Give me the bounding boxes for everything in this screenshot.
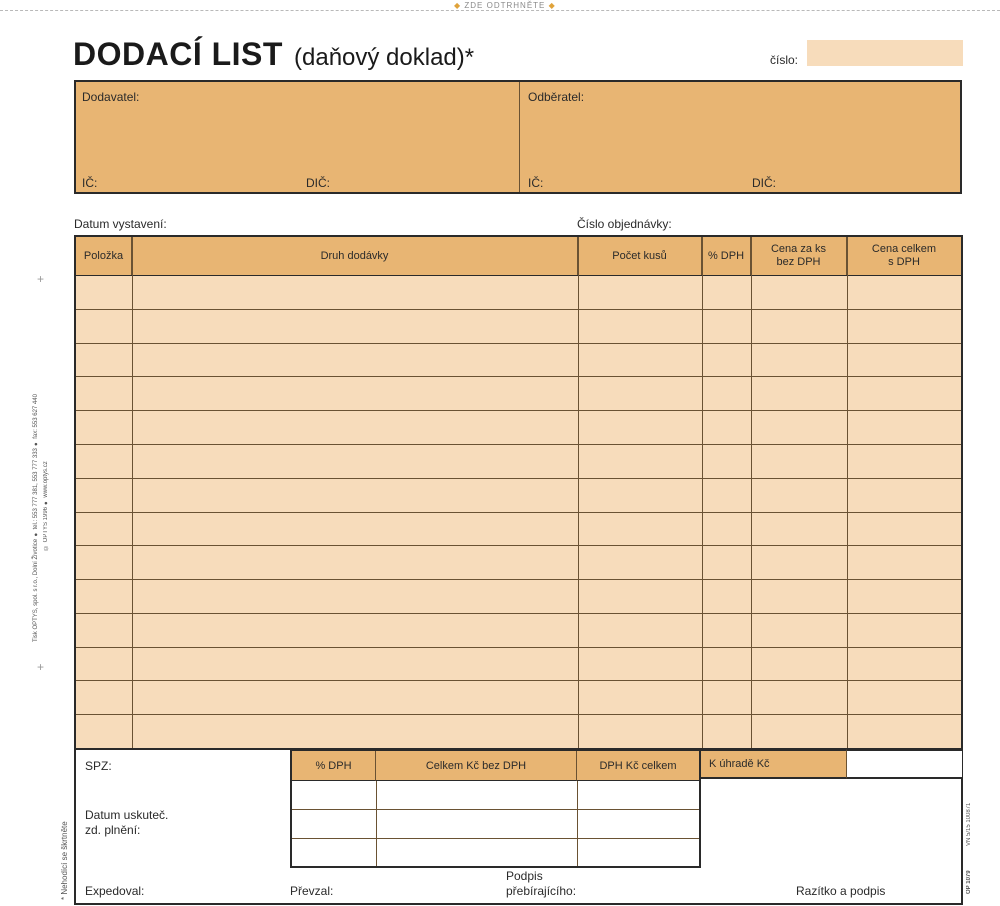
sum-row-line-2 — [292, 838, 699, 839]
document-subtitle: (daňový doklad)* — [294, 44, 475, 71]
col-header-quantity: Počet kusů — [578, 237, 702, 275]
spz-label: SPZ: — [85, 759, 112, 773]
table-row-line — [76, 410, 961, 411]
supplier-dic-label: DIČ: — [306, 176, 330, 190]
col-header-total-price: Cena celkem s DPH — [847, 237, 961, 275]
customer-label: Odběratel: — [528, 90, 585, 104]
form-code: OP 1079 — [966, 870, 972, 894]
signature-label-1: Podpis — [506, 869, 543, 883]
table-row-line — [76, 579, 961, 580]
customer-ic-label: IČ: — [528, 176, 544, 190]
table-row-line — [76, 647, 961, 648]
footnote: * Nehodící se škrtněte — [60, 821, 69, 900]
fulfillment-date-label-1: Datum uskuteč. — [85, 808, 169, 822]
sum-col-line-2 — [577, 781, 578, 866]
sum-col-total-net: Celkem Kč bez DPH — [376, 751, 577, 781]
table-row-line — [76, 478, 961, 479]
col-header-description: Druh dodávky — [132, 237, 578, 275]
table-row-line — [76, 376, 961, 377]
sum-col-line-1 — [376, 781, 377, 866]
customer-dic-label: DIČ: — [752, 176, 776, 190]
crop-mark-bottom: + — [37, 660, 45, 674]
parties-divider — [519, 82, 520, 192]
printer-imprint: Tisk OPTYS, spol. s r.o., Dolní Životice ● tel.: 553 777 381, 553 777 333 ● fax: 553 627 440 — [33, 394, 39, 642]
order-number-label: Číslo objednávky: — [577, 217, 672, 231]
crop-mark-top: + — [37, 272, 45, 286]
table-column-line — [702, 237, 703, 748]
issue-date-label: Datum vystavení: — [74, 217, 167, 231]
document-title: DODACÍ LIST — [73, 36, 283, 72]
table-row-line — [76, 613, 961, 614]
fulfillment-date-label-2: zd. plnění: — [85, 823, 141, 837]
table-row-line — [76, 680, 961, 681]
parties-section — [74, 80, 962, 194]
sum-col-vat-rate: % DPH — [292, 751, 376, 781]
col-header-unit-price: Cena za ks bez DPH — [751, 237, 847, 275]
signature-label-2: přebírajícího: — [506, 884, 577, 898]
printer-copyright: © OPTYS 1996 ● www.optys.cz — [43, 461, 49, 550]
table-column-line — [751, 237, 752, 748]
table-column-line — [578, 237, 579, 748]
table-row-line — [76, 714, 961, 715]
header-divider — [76, 275, 961, 276]
dispatched-label: Expedoval: — [85, 884, 145, 898]
supplier-ic-label: IČ: — [82, 176, 98, 190]
tear-off-text: ZDE ODTRHNĚTE — [464, 1, 546, 10]
table-row-line — [76, 309, 961, 310]
col-header-item: Položka — [76, 237, 132, 275]
items-table — [74, 235, 963, 750]
table-column-line — [847, 237, 848, 748]
sum-col-vat-total: DPH Kč celkem — [577, 751, 699, 781]
received-label: Převzal: — [290, 884, 334, 898]
tear-off-label: ◆ ZDE ODTRHNĚTE ◆ — [448, 1, 562, 10]
number-label: číslo: — [770, 53, 799, 67]
number-field[interactable] — [807, 40, 963, 66]
table-column-line — [132, 237, 133, 748]
vat-summary-table — [290, 749, 701, 868]
form-version: VN 5/15 100871 — [966, 802, 972, 846]
table-row-line — [76, 512, 961, 513]
table-row-line — [76, 444, 961, 445]
table-row-line — [76, 545, 961, 546]
stamp-label: Razítko a podpis — [796, 884, 886, 898]
to-pay-label: K úhradě Kč — [701, 749, 846, 779]
supplier-label: Dodavatel: — [82, 90, 140, 104]
sum-row-line-1 — [292, 809, 699, 810]
tear-off-line — [0, 10, 1000, 11]
to-pay-field[interactable] — [846, 749, 962, 779]
table-row-line — [76, 343, 961, 344]
col-header-vat-rate: % DPH — [702, 237, 751, 275]
